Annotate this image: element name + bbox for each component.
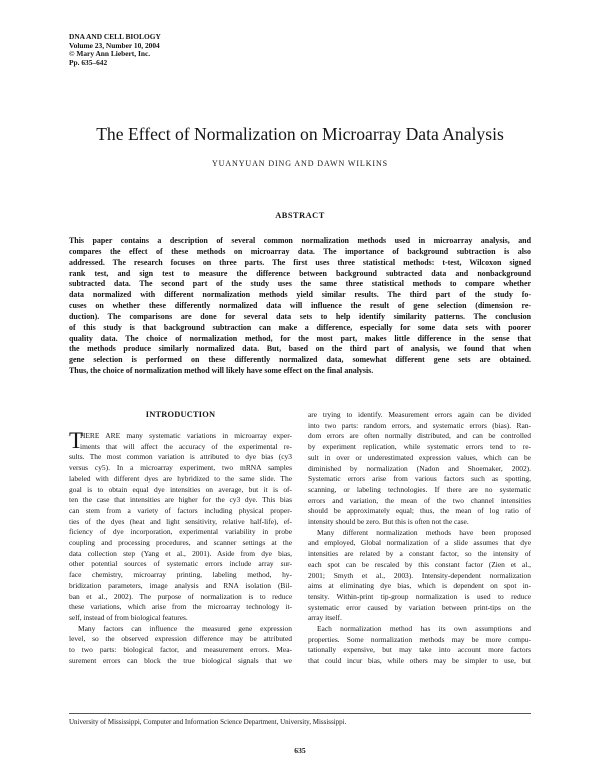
body-line: properties. Some normalization methods may be more compu- <box>308 634 531 644</box>
body-line: goal is to obtain equal dye intensities on average, but it is of- <box>69 484 292 494</box>
body-line: labeled with different dyes are hybridized to the same slide. The <box>69 473 292 483</box>
body-line: are trying to identify. Measurement errors again can be divided <box>308 410 531 419</box>
body-line: aims at eliminating dye bias, which is dependent on spot in- <box>308 581 531 591</box>
body-line: self, instead of from biological features. <box>69 612 188 622</box>
footnote-divider <box>69 713 531 714</box>
body-line: coupling and processing procedures, and scanner settings at the <box>69 538 292 548</box>
body-line: iments that will affect the accuracy of the experimental re- <box>80 441 292 451</box>
body-line: sults. The most common variation is attributed to dye bias (cy3 <box>69 452 292 462</box>
journal-pages: Pp. 635–642 <box>69 57 108 67</box>
body-line: dom errors are often normally distributed, and can be controlled <box>308 431 531 441</box>
body-line: Systematic errors arise from various factors such as spotting, <box>308 474 531 484</box>
body-line: tationally expensive, but may take into account more factors <box>308 645 531 655</box>
body-line: can stem from a variety of factors including physical proper- <box>69 505 292 515</box>
introduction-heading: INTRODUCTION <box>145 410 216 419</box>
affiliation-footnote: University of Mississippi, Computer and Information Science Department, University, Mississippi. <box>69 718 347 726</box>
body-line: Each normalization method has its own assumptions and <box>317 624 531 634</box>
body-line: systematic error caused by variation between print-tips on the <box>308 602 531 612</box>
abstract-line: rank test, and sign test to measure the difference between background subtracted data and nonbackground <box>69 268 531 278</box>
body-line: ban et al., 2002). The purpose of normalization is to reduce <box>69 591 292 601</box>
journal-header <box>69 33 161 67</box>
body-line: to two parts: biological factor, and measurement errors. Mea- <box>69 645 292 655</box>
body-line: level, so the observed expression difference may be attributed <box>69 634 292 644</box>
abstract-line: addressed. The research focuses on three parts. The first uses three statistical methods: t-test, Wilcoxon signed <box>69 257 531 267</box>
body-line: other potential sources of systematic errors include array sur- <box>69 559 292 569</box>
abstract-line: gene selection is performed on these differently normalized data, somewhat different gene sets are obtained. <box>69 355 531 365</box>
paper-title: The Effect of Normalization on Microarray Data Analysis <box>96 123 504 144</box>
left-column <box>69 428 293 666</box>
body-line: surement errors can block the true biological signals that we <box>69 655 292 665</box>
abstract-line: subtracted data. The second part of the study uses the same three statistical methods to compare whether <box>69 279 531 289</box>
abstract-line: quality data. The choice of normalization method, for the most part, makes little difference in the sense that <box>69 333 531 343</box>
body-line: diminished by normalization (Nadon and Shoemaker, 2002). <box>308 463 531 473</box>
body-line: face chemistry, microarray printing, labeling method, hy- <box>69 570 292 580</box>
body-line: by experiment replication, while systematic errors tend to re- <box>308 442 531 452</box>
body-line: each spot can be rescaled by this constant factor (Zien et al., <box>308 559 531 569</box>
body-line: bridization parameters, image analysis and RNA isolation (Bil- <box>69 580 292 590</box>
journal-name: DNA AND CELL BIOLOGY <box>69 32 161 41</box>
journal-publisher: © Mary Ann Liebert, Inc. <box>69 49 151 59</box>
body-line: Many factors can influence the measured gene expression <box>78 623 292 633</box>
abstract-line: of this study is that background subtraction can make a difference, especially for some data sets with poorer <box>69 322 531 332</box>
journal-volume: Volume 23, Number 10, 2004 <box>69 40 160 50</box>
body-line: tensity. Within-print tip-group normalization is used to reduce <box>308 591 531 601</box>
body-line: ties of the dyes (heat and light sensitivity, relative half-life), ef- <box>69 516 292 526</box>
abstract-line: This paper contains a description of several common normalization methods used in microarray analysis, and <box>69 236 531 245</box>
abstract-line: duction). The comparisons are done for several data sets to help identify similarity patterns. The conclusion <box>69 311 531 321</box>
body-line: array itself. <box>308 613 342 623</box>
body-line: errors and variation, the mean of the two channel intensities <box>308 495 531 505</box>
body-line: these variations, which arise from the microarray technology it- <box>69 602 292 612</box>
abstract-line: Thus, the choice of normalization method will likely have some effect on the final analysis. <box>69 366 374 376</box>
body-line: and employed, Global normalization of a slide assumes that dye <box>308 538 531 548</box>
body-line: sult in over or underestimated expression values, which can be <box>308 452 531 462</box>
abstract-line: data normalized with different normalization methods yield similar results. The third part of the study fo- <box>69 290 531 300</box>
body-line: data collection step (Yang et al., 2001). Aside from dye bias, <box>69 548 292 558</box>
authors: YUANYUAN DING AND DAWN WILKINS <box>212 159 388 168</box>
body-line: intensity should be zero. But this is often not the case. <box>308 517 469 527</box>
page-number: 635 <box>294 746 306 755</box>
body-line: intensities are related by a constant factor, so the intensity of <box>308 549 531 559</box>
abstract-line: compares the effect of these methods on microarray data. The importance of background subtraction is also <box>69 246 531 256</box>
drop-cap: T <box>69 428 84 453</box>
lead-smallcaps: HERE ARE <box>80 431 121 440</box>
body-line: versus cy5). In a microarray experiment, two mRNA samples <box>69 463 292 473</box>
abstract-heading: ABSTRACT <box>275 211 325 220</box>
body-line: 2001; Smyth et al., 2003). Intensity-dependent normalization <box>308 570 531 580</box>
body-line: HERE ARE many systematic variations in microarray exper- <box>80 431 293 440</box>
body-line: Many different normalization methods have been proposed <box>317 527 531 537</box>
abstract-line: the methods produce similarly normalized data. But, based on the third part of analysis, we found that when <box>69 344 531 354</box>
abstract-body <box>69 236 531 377</box>
body-line: scanning, or labeling technologies. If there are no systematic <box>308 484 531 494</box>
right-column <box>308 410 531 667</box>
body-line: ficiency of dye incorporation, experimental variability in probe <box>69 527 292 537</box>
body-line: should be approximately equal; thus, the mean of log ratio of <box>308 506 531 516</box>
body-line: ten the case that intensities are higher for the cy3 dye. This bias <box>69 495 292 505</box>
body-line: that could incur bias, while others may be simpler to use, but <box>308 656 531 666</box>
body-line: into two parts: random errors, and systematic errors (bias). Ran- <box>308 420 531 430</box>
abstract-line: cuses on whether these differently normalized data will influence the result of gene selection (dimension re- <box>69 301 531 311</box>
